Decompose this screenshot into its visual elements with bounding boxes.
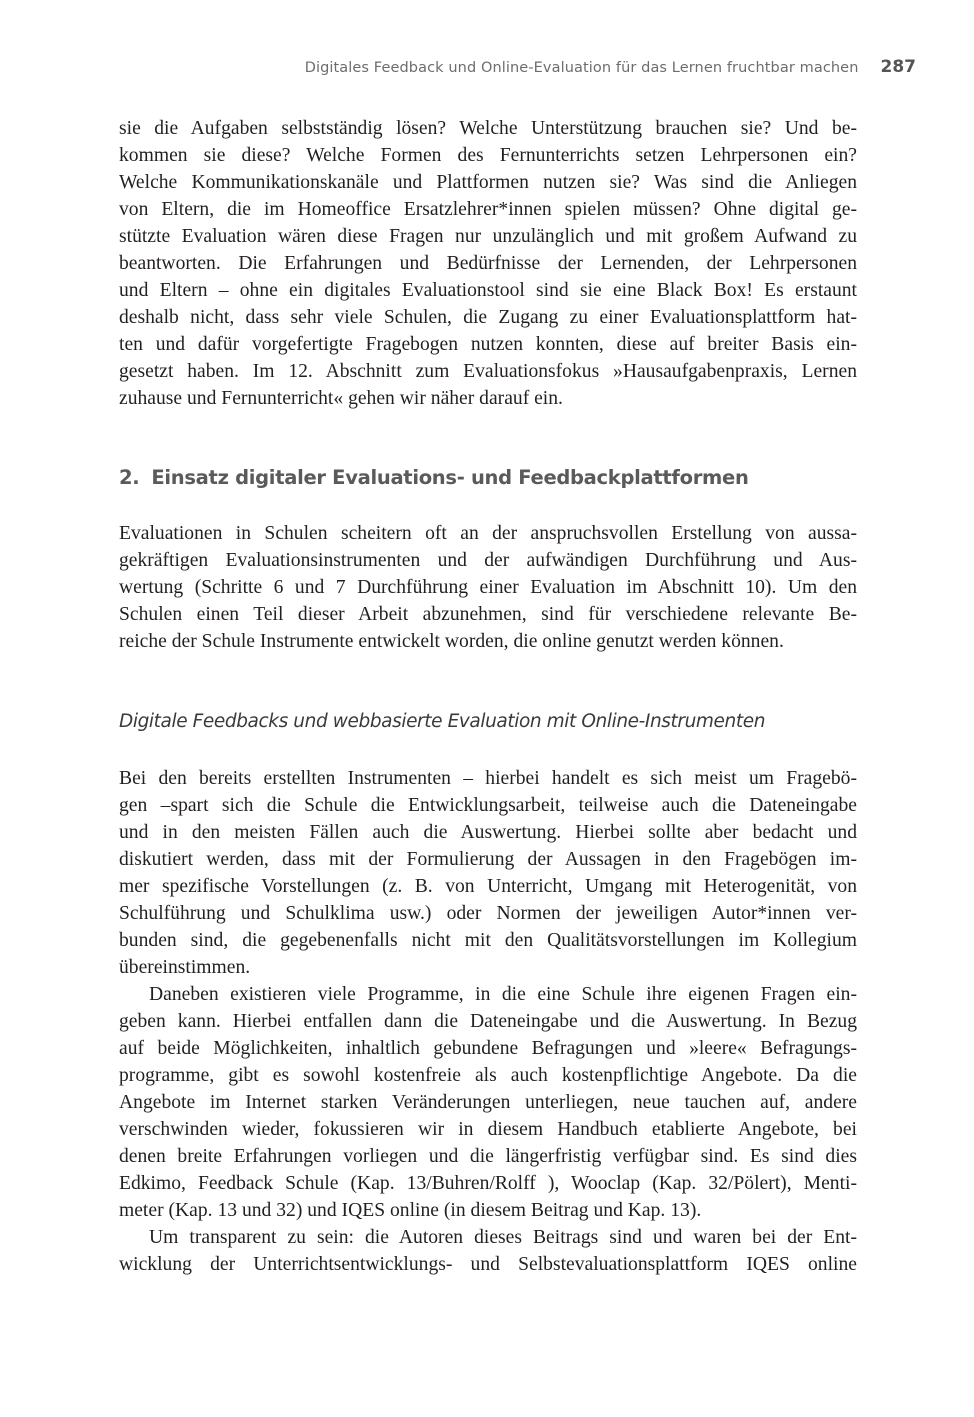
running-header [0, 57, 916, 77]
text-line: Schulführung und Schulklima usw.) oder Normen der jeweiligen Autor*innen ver- [119, 903, 857, 924]
text-line: reiche der Schule Instrumente entwickelt worden, die online genutzt werden können. [119, 631, 784, 652]
paragraph [119, 765, 857, 981]
text-line: übereinstimmen. [119, 957, 251, 978]
text-line: geben kann. Hierbei entfallen dann die Dateneingabe und die Auswertung. In Bezug [119, 1011, 857, 1032]
text-line: Angebote im Internet starken Veränderungen unterliegen, neue tauchen auf, andere [119, 1092, 857, 1113]
text-line: Schulen einen Teil dieser Arbeit abzunehmen, sind für verschiedene relevante Be- [119, 604, 857, 625]
text-line: verschwinden wieder, fokussieren wir in diesem Handbuch etablierte Angebote, bei [119, 1119, 857, 1140]
text-line: diskutiert werden, dass mit der Formulierung der Aussagen in den Fragebögen im- [119, 849, 857, 870]
text-line: gekräftigen Evaluationsinstrumenten und der aufwändigen Durchführung und Aus- [119, 550, 857, 571]
paragraph [119, 1224, 857, 1278]
running-title: Digitales Feedback und Online-Evaluation für das Lernen fruchtbar machen [304, 60, 859, 76]
text-line: mer spezifische Vorstellungen (z. B. von Unterricht, Umgang mit Heterogenität, von [119, 876, 857, 897]
text-line: auf beide Möglichkeiten, inhaltlich gebundene Befragungen und »leere« Befragungs- [119, 1038, 857, 1059]
text-line: Um transparent zu sein: die Autoren dieses Beitrags sind und waren bei der Ent- [149, 1227, 857, 1248]
text-line: sie die Aufgaben selbstständig lösen? Welche Unterstützung brauchen sie? Und be- [119, 118, 857, 139]
text-line: meter (Kap. 13 und 32) und IQES online (in diesem Beitrag und Kap. 13). [119, 1200, 702, 1221]
text-line: programme, gibt es sowohl kostenfreie als auch kostenpflichtige Angebote. Da die [119, 1065, 857, 1086]
section-heading [119, 466, 749, 489]
text-line: deshalb nicht, dass sehr viele Schulen, die Zugang zu einer Evaluationsplattform hat- [119, 307, 857, 328]
section-title: Einsatz digitaler Evaluations- und Feedbackplattformen [151, 466, 749, 489]
text-line: Bei den bereits erstellten Instrumenten – hierbei handelt es sich meist um Fragebö- [119, 768, 857, 789]
text-line: stützte Evaluation wären diese Fragen nur unzulänglich und mit großem Aufwand zu [119, 226, 857, 247]
page-number: 287 [880, 57, 916, 77]
text-line: wertung (Schritte 6 und 7 Durchführung einer Evaluation im Abschnitt 10). Um den [119, 577, 857, 598]
text-line: gen –spart sich die Schule die Entwicklungsarbeit, teilweise auch die Dateneingabe [119, 795, 857, 816]
text-line: von Eltern, die im Homeoffice Ersatzlehrer*innen spielen müssen? Ohne digital ge- [119, 199, 857, 220]
text-line: und Eltern – ohne ein digitales Evaluationstool sind sie eine Black Box! Es erstaunt [119, 280, 857, 301]
text-line: Edkimo, Feedback Schule (Kap. 13/Buhren/Rolff ), Wooclap (Kap. 32/Pölert), Menti- [119, 1173, 857, 1194]
text-line: bunden sind, die gegebenenfalls nicht mit den Qualitätsvorstellungen im Kollegium [119, 930, 857, 951]
text-line: ten und dafür vorgefertigte Fragebogen nutzen konnten, diese auf breiter Basis ein- [119, 334, 857, 355]
section-number: 2. [119, 466, 140, 489]
subsection-heading: Digitale Feedbacks und webbasierte Evaluation mit Online-Instrumenten [119, 711, 766, 732]
subsection-body [119, 765, 857, 1278]
paragraph [119, 981, 857, 1224]
text-line: zuhause und Fernunterricht« gehen wir näher darauf ein. [119, 388, 563, 409]
text-line: beantworten. Die Erfahrungen und Bedürfnisse der Lernenden, der Lehrpersonen [119, 253, 857, 274]
intro-paragraph [119, 115, 857, 412]
section-paragraph [119, 520, 857, 655]
text-line: Evaluationen in Schulen scheitern oft an der anspruchsvollen Erstellung von aussa- [119, 523, 857, 544]
text-line: Welche Kommunikationskanäle und Plattformen nutzen sie? Was sind die Anliegen [119, 172, 857, 193]
text-line: und in den meisten Fällen auch die Auswertung. Hierbei sollte aber bedacht und [119, 822, 857, 843]
text-line: Daneben existieren viele Programme, in die eine Schule ihre eigenen Fragen ein- [149, 984, 857, 1005]
text-line: denen breite Erfahrungen vorliegen und die längerfristig verfügbar sind. Es sind dies [119, 1146, 857, 1167]
text-line: kommen sie diese? Welche Formen des Fernunterrichts setzen Lehrpersonen ein? [119, 145, 857, 166]
text-line: gesetzt haben. Im 12. Abschnitt zum Evaluationsfokus »Hausaufgabenpraxis, Lernen [119, 361, 857, 382]
text-line: wicklung der Unterrichtsentwicklungs- und Selbstevaluationsplattform IQES online [119, 1254, 857, 1275]
